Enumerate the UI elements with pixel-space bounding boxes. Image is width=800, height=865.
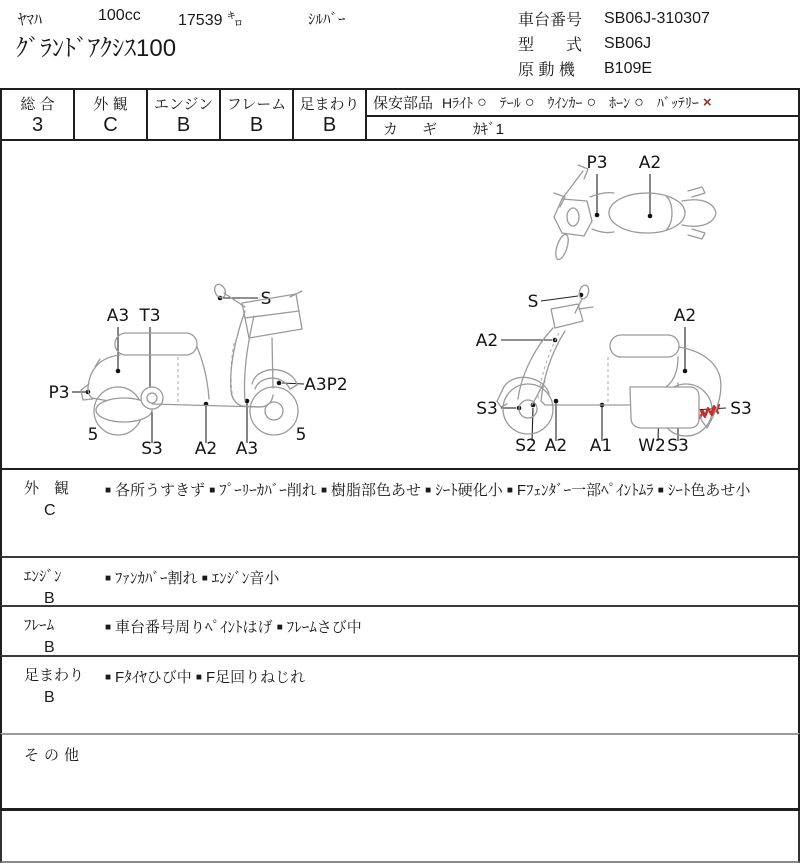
label-a2-left-view: A2 [194,439,218,459]
rating-undercarriage [294,90,367,139]
section-exterior [0,470,800,556]
scooter-top-view [553,153,716,261]
label-5-front-left-view: 5 [295,425,307,445]
note-bullet: ■ [201,573,208,584]
section-undercarriage-notes: ■ Fﾀｲﾔひび中 ■ F足回りねじれ [105,669,306,686]
label-a1-right-view: A1 [589,436,613,456]
label-p3-top-view: P3 [586,153,608,173]
section-frame-label: ﾌﾚｰﾑ [24,617,55,634]
label-a2-front-right-view: A2 [475,331,499,351]
chassis-number-row [518,6,710,31]
note-bullet: ■ [105,485,112,496]
model-code-row [518,31,710,56]
bottom-empty-box [0,811,800,863]
section-undercarriage-label: 足まわり [24,667,85,684]
tail-lamp-status-ok-circle: ○ [524,93,535,111]
rating-exterior [75,90,148,139]
scooter-left-side-view [48,283,347,459]
label-t3-left-view: T3 [139,306,161,326]
chassis-number-value: SB06J-310307 [604,9,710,27]
rating-exterior-label: 外 観 [93,96,128,113]
label-s2-right-view: S2 [515,436,537,456]
battery-label: ﾊﾞｯﾃﾘｰ [656,94,699,111]
label-a2-floor-right-view: A2 [544,436,568,456]
model-code-value: SB06J [604,34,652,52]
label-s-right-view: S [527,292,539,312]
note-bullet: ■ [105,672,112,683]
note-bullet: ■ [425,485,432,496]
note-bullet: ■ [657,485,664,496]
rating-undercarriage-value: B [322,114,337,136]
section-other-label: その他 [24,747,85,764]
maker-name: ﾔﾏﾊ [18,12,43,29]
section-frame [0,605,800,655]
rating-overall-label: 総 合 [20,96,55,113]
rating-overall [2,90,75,139]
mileage: 17539 ㌔ [178,12,243,29]
section-undercarriage-grade: B [44,689,55,706]
label-s3-rear-right-view: S3 [730,399,752,419]
note-bullet: ■ [195,672,202,683]
chassis-number-label: 車台番号 [518,12,583,29]
note-bullet: ■ [105,622,112,633]
label-a3-bottom-left-view: A3 [235,439,259,459]
label-p3-left-view: P3 [48,383,70,403]
note-bullet: ■ [276,622,283,633]
horn-label: ﾎｰﾝ [609,94,631,111]
note-bullet: ■ [506,485,513,496]
rating-frame [221,90,294,139]
horn-status-ok-circle: ○ [634,93,644,111]
label-a3p2-left-view: A3P2 [304,375,348,395]
label-w2-right-view: W2 [638,436,666,456]
battery-status-ng-cross: × [702,94,712,111]
key-count: ｶｷﾞ1 [473,120,505,138]
rating-engine-value: B [176,114,191,136]
label-s3-front-right-view: S3 [476,399,498,419]
engine-code-label: 原 動 機 [518,62,575,79]
note-bullet: ■ [105,573,112,584]
vehicle-id-block [518,6,710,81]
section-frame-notes: ■ 車台番号周りﾍﾟｲﾝﾄはげ ■ ﾌﾚｰﾑさび中 [105,619,362,636]
rating-overall-value: 3 [31,114,44,136]
rating-frame-value: B [249,114,264,136]
section-exterior-notes: ■ 各所うすきず ■ ﾌﾟｰﾘｰｶﾊﾞｰ削れ ■ 樹脂部色あせ ■ ｼｰﾄ硬化小 ■ Fﾌｪﾝﾀﾞｰ一部ﾍﾟｲﾝﾄﾑﾗ ■ ｼｰﾄ色あせ小 [105,482,751,499]
model-code-label: 型 式 [518,37,583,54]
body-color: ｼﾙﾊﾞｰ [308,11,346,28]
section-undercarriage [0,655,800,733]
safety-parts-title: 保安部品 [373,95,434,112]
section-exterior-grade: C [44,502,56,519]
key-row [367,117,798,139]
rating-undercarriage-label: 足まわり [299,96,360,113]
headlight-label: Hﾗｲﾄ [442,94,474,111]
winker-label: ｳｲﾝｶｰ [547,94,583,111]
model-name: ｸﾞﾗﾝﾄﾞｱｸｼｽ100 [16,35,177,62]
winker-status-ok-circle: ○ [586,93,597,111]
section-other [0,733,800,808]
note-bullet: ■ [320,485,327,496]
rating-engine-label: エンジン [153,96,214,113]
scooter-right-side-view [476,284,752,456]
label-5-rear-left-view: 5 [87,425,99,445]
engine-code-row [518,56,710,81]
label-s3-left-view: S3 [141,439,163,459]
rating-frame-label: フレーム [226,96,287,113]
headlight-status-ok-circle: ○ [477,93,487,111]
section-exterior-label: 外 観 [24,480,70,497]
section-engine-notes: ■ ﾌｧﾝｶﾊﾞｰ割れ ■ ｴﾝｼﾞﾝ音小 [105,570,280,587]
section-engine [0,556,800,605]
label-s3-bottom-right-view: S3 [667,436,689,456]
damage-diagram [2,141,798,468]
note-bullet: ■ [209,485,216,496]
safety-parts-row [367,90,798,117]
label-s-left-view: S [260,289,272,309]
displacement: 100cc [98,7,141,24]
rating-exterior-value: C [103,114,118,136]
safety-parts-block [367,90,798,139]
section-engine-grade: B [44,590,55,607]
rating-engine [148,90,221,139]
label-a2-rear-right-view: A2 [673,306,697,326]
tail-lamp-label: ﾃｰﾙ [499,94,521,111]
section-frame-grade: B [44,639,55,656]
key-label: カ ギ [383,120,448,138]
label-a2-top-view: A2 [638,153,662,173]
engine-code-value: B109E [604,59,653,77]
section-engine-label: ｴﾝｼﾞﾝ [24,568,62,585]
label-a3-top-left-view: A3 [106,306,130,326]
damage-diagram-box [0,141,800,470]
rating-table [0,88,800,141]
